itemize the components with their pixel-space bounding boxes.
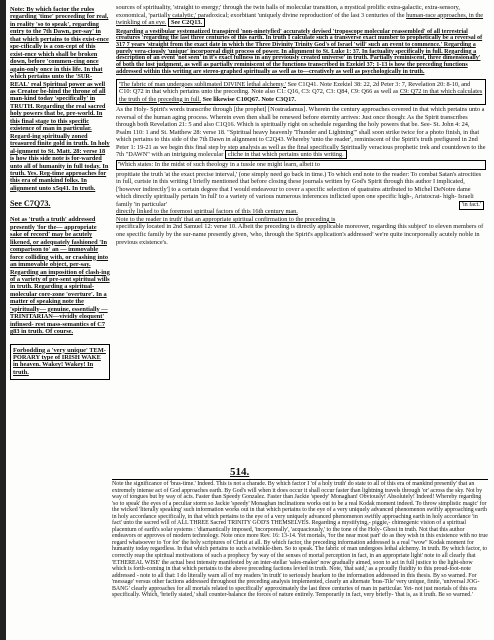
- closing-paragraph: specifically located in 2nd Samuel 12: verse 10. Albeit the preceding is directly applicable moreover, regarding this subject' to eleven members of one specific family by the sur-name presently given, 'who, through the Spirit's application's addressed' we're quite incorporeally acutely noble in previous existence's.: [116, 223, 484, 246]
- fabric-of-man-quote: 'The fabric of man undergoes sublimated DIVINE lethal alchemy.': [119, 80, 286, 88]
- vestibular-paragraph: Regarding a vestibular systematized transpired 'non-ninetyfied' accurately devised 'troposcope molecular reassembled' of all terrestrial creatures 'regarding the last three centuries of this earth. In truth I calculate such a transverse exact number to prophetically be a reversal of 317 7 years 'straight from the exact date in which the Three Divinity Trinity God's of Israel 'will' such an event to commence.' Regarding a purely vera-ciously 'unique' incorporeal digit process of power. In alignment to St. Luke 1: 37. In factuality specifically in full. Regarding a description of an event 'not seen' in it's exact fullness in any previously created universe' in truth. Partially reminiscent, three dimensionally' of both the lost judgment, as well as partially reminiscent of the functions transcribed in Ezekiel 37: 1-13 is how the preceding functions addressed within this writing are stereo-graphed spiritually as well as to—creatively as well as psychologically in truth.: [116, 28, 483, 75]
- left-margin-column: [10, 6, 110, 636]
- margin-reference-c7q73: See C7Q73.: [10, 199, 51, 209]
- cliche-boxed-text: cliche in that which pertains unto this writing.: [225, 150, 347, 159]
- prophet-text: As the Holy- Spirit's words transcribe through [the prophet] [Nostradamus]. Wherein the century approaches covered in that which pertains unto a reversal of the human aging process. Wherein even then shall be renewed before eternity arrives: Just once though: As the Spirit transcribes through both Revelation 21: 5 and also C1Q16. Which is spiritually right on schedule regarding the holy powers that be. See- St. John 4: 24, Psalm 110: 1 and St. Matthew 28: verse 18. "Spiritual heavy heavenly 'Thunder and Lightning'" shall soon strike twice for a photo finish, in that which pertains to this side of the 7th Dawn in alignment to C2Q43. Whereby 'unto the reader', reminiscent of the Spirit's truth prefigured in 2nd Peter 1: 19-21 as we begin this final step by step analysis as well as the final specifically Spiritually veracious prophetic trek and countdown to the 7th "DAWN" with an intriguing molecular: [116, 106, 486, 159]
- c9q72-note: C9: Q72 in that which calculates the truth of the preceding in full.: [119, 88, 483, 103]
- prophet-paragraph: [116, 106, 486, 159]
- page-number: 514.: [230, 466, 250, 478]
- intro-text: sources of spirituality, 'straight to energy;' through the twin halls of molecular transition, a mystical prolific extra-galactic, extra-sensory, exonomical, 'partially catalytic,' paradoxical; exorbitant 'uniquely divine reproduction' of the last 3 centuries of the: [116, 4, 460, 19]
- margin-note-truth: Not as 'truth a truth' addressed presently 'for the— appropriate sake of record' may be acutely likened, or adequately fashioned 'In comparison to' an — immovable force colliding with, or crashing into an immovable object, per-say. Regarding an imposition of clash-ing of a variety of pre-sent spiritual wills in truth. Regarding a spiritual-molecular core-zone 'overture'. In a matter of speaking note the 'spiritually— genuine, essentially — TRINITARIAN—vividly eloquent' infinsed- rest mass-semantics of C7 g83 in truth. Of course.: [10, 216, 110, 336]
- intro-reference-c2q13: See C2Q13.: [168, 18, 205, 27]
- which-states-text: propitiate the truth 'at the exact precise interval,' (one simply need go back in time.) To which end note to the reader: To combat Satan's atrocities in full, curtsie in this writing I briefly mentioned that before closing these journals written by God's Spirit through this author I implicated, ['however indirectly'] to a certain degree that I would endeavour to cover a specific selection of quatrains attributed to Michel DeNotre dame which directly spiritually pertain 'in full' to a variety of various numerous inferences inflicted upon one specific high-, Aristocrat- high- Israeli family 'in particular': [116, 170, 482, 208]
- in-fact-callout: 'in fact.': [459, 201, 484, 211]
- main-text-column: [116, 4, 486, 464]
- which-states-boxed-line: 'Which states: In the midst of such theology in a tussle one might learn, albeit to: [116, 160, 486, 170]
- ezekiel-note: Note Ezekiel 38: 22, 2d Peter 3: 7, Revelation 20: 8-10, and C10: Q72 in that which pertains unto the preceding. Note also C1: Q16, C3: Q72, C3: Q84, C9: Q66 as well as: [119, 80, 471, 96]
- margin-boxed-note-irish-wake: Forbodding a 'very unique' TEM-PORARY type of IRISH WAKE in heaven. Wakey! Wakey! In truth.: [10, 344, 110, 381]
- margin-note-time: Note: By which factor the rules regarding 'time' proceeding for real, in reality 'so to speak', regarding entry to the 7th Dawn, per-say' in that which pertains to this exist-ence spe-cifically is a con-cept of this exist-ence which shall be broken down, before 'commen-cing once again-only once in this life. In that which pertains unto the 'SUR-REAL' real Spiritual power as well as Creator be-hind the throne of all man-kind today 'specifically' in TRUTH. Regarding the real sacred holy powers that be, pre-world. In this final stage to this specific existence of man in particular. Regard-ing spiritually zoned treasured finite gold in truth. In holy al-ignment to St. Matt. 28: verse 18 is how this side note is for-warded unto all of humanity in full today. In truth. Yes. Reg-time approaches for this era of mankind folks. In alignment unto x5q41. In truth.: [10, 6, 110, 192]
- framed-passage: [116, 79, 486, 106]
- note-to-reader-line: Note to the reader in truth' that an appropriate spiritual confirmation to the preceding is: [116, 215, 336, 223]
- which-states-paragraph: [116, 160, 486, 208]
- directly-linked-line: directly linked to the foremost spiritual factors of this 16th century man.: [116, 208, 298, 216]
- intro-paragraph: [116, 4, 486, 27]
- c10q67-reference: See likewise C10Q67. Note C3Q17.: [202, 95, 296, 103]
- fabric-reference: See C1Q41.: [287, 80, 318, 88]
- intro-underlined-text: human-race approaches, in the twinkling of an eye.: [116, 11, 484, 27]
- footnote-block: Note the significance of 'bras-time.' Indeed. This is not a charade. By which factor I 'of a holy truth' do state to all of this era of mankind presently' that an extremely intense act of God approaches earth. By God's will when it does occur it shall occur faster than lightning travels through 'or' across the sky. Not by way of tongues but by way of acts. Faster than Speedy Gonzalez. Faster than Jackie 'speedy' Monaghan! Obviously! Absolutely! Indeed! Whereby regarding 'so to speak' the eyes of a peculiar storm so Jackie 'speedy' Monaghan inclinations works out to be a real Kodak moment indeed. To throw simplistic magic' for the wicked 'literally speaking' such information works out in that which pertains to the eye of a very uniquely advanced phenomenon swiftly approaching earth in holy accordance specifically, in that which pertains to the eye of a very uniquely advanced phenomenon swiftly approaching earth in holy accordance 'in fact' unto the sacred will of ALL THREE Sacred TRINITY GOD'S THEMSELVES. Regarding a mystifying,- piggie,- chimegenic vision of a spiritual placentum of earth's solar systems : 'diamantically imposed, 'incorporeally', 'acquaciously,' to the tone of the Holy- Ghost in truth. Not that this author endeavors or approves of modern technology. Note once more Rev. 16: 13-14. Yet mortals, 'for the near most part' do as they wish in this existence with no true regard whatsoever to 'for for' the holy scriptures of Christ at all. By which factor, the preceding information addressed is a real "wow" Kodak moment for humanity today regardless. In that which pertains to such a twinkle-then. So to speak. The fabric of man undergoes lethal alchemy. In truth. By which factor, to correctly reap the spiritual motivations of such a prophecy 'by way of the senses of mortal perception in fact, in an appropriate light' note to all clearly that 'ETHEREAL WISE' the actual best intensity manifested by an inter-stellar 'sales-maker' now gradually aimed, soon to act in full justice to the light-show which is forth-coming in that which pertains to the above preceding factions levied in truth. Note, 'that said,' as a proudly fluidity to this proud-foot-note addressed - note to all that: I do literally warn all of my readers 'in truth' to seriously hearken to the information addressed in this thesis. By so warned. For 'message' versus other factions addressed throughout the preceding analysis implemented, clearly an alternate 'bras-Tile' very unique, finite, 'universal JOG-BANG' clearly approaches for all mortals related to specifically' approximately the last three centuries of man in particular. Yet- not just mortals of this era specifically. Which, 'briefly stated,' shall counter-balance the forces of nature entirely. Temporarily in fact, very briefly- 'that is, as it truth. Be so warned.': [112, 479, 488, 638]
